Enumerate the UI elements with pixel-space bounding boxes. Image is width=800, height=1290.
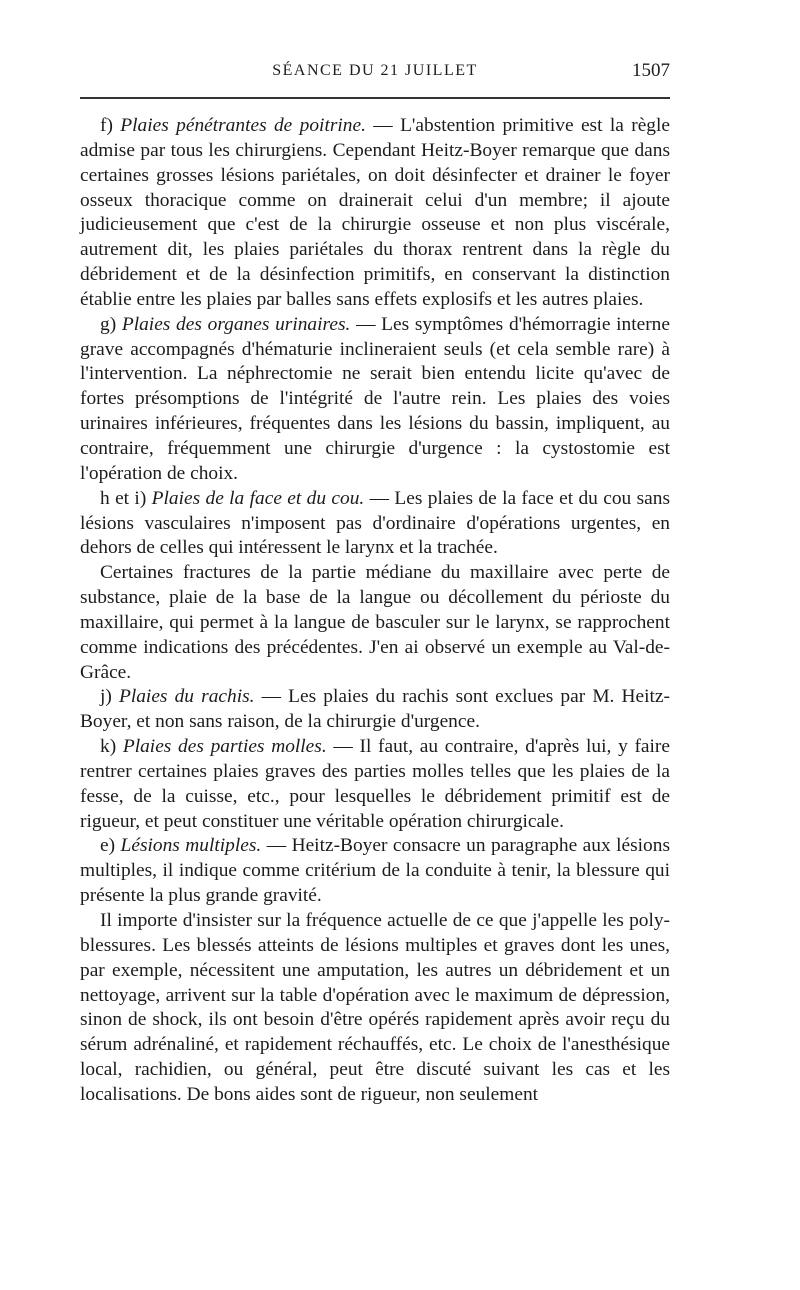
section-heading: Plaies pénétrantes de poitrine. — [120, 115, 366, 136]
paragraph — [80, 487, 670, 562]
section-heading: Plaies des organes urinaires. — [121, 313, 351, 335]
paragraph — [80, 313, 670, 487]
paragraph-lead: k) — [100, 736, 123, 758]
section-heading: Plaies des parties molles. — [122, 736, 327, 758]
paragraph-lead: f) — [100, 115, 121, 136]
paragraph-text: — Il faut, au contraire, d'après lui, y faire rentrer certaines plaies graves des parties molles telles que les plaies de la fesse, de la cuisse, etc., pour lesquelles le débridement primitif est de rigueur, et peut constituer une véritable opération chirurgicale. — [80, 736, 670, 832]
section-heading: Plaies de la face et du cou. — [151, 487, 365, 509]
paragraph — [80, 834, 670, 909]
paragraph-lead: j) — [100, 686, 119, 708]
page-header — [80, 62, 670, 86]
paragraph-text: — Les symptômes d'hémorragie interne grave accompagnés d'hématurie inclineraient seuls (et cela semble rare) à l'intervention. La néphrectomie ne serait bien entendu licite qu'avec de fortes présomptions de l'intégrité de l'autre rein. Les plaies des voies urinaires inférieures, fréquentes dans les lésions du bassin, impliquent, au contraire, fréquemment une chirurgie d'urgence : la cystostomie est l'opération de choix. — [80, 313, 670, 484]
body-text — [80, 114, 670, 1108]
header-rule — [80, 97, 670, 99]
paragraph-text: — Les plaies de la face et du cou sans lésions vasculaires n'imposent pas d'ordinaire d'opérations urgentes, en dehors de celles qui intéressent le larynx et la trachée. — [80, 487, 670, 559]
section-heading: Plaies du rachis. — [119, 686, 255, 708]
paragraph-text: — Heitz-Boyer consacre un paragraphe aux lésions multiples, il indique comme critérium de la conduite à tenir, la blessure qui présente la plus grande gravité. — [80, 835, 670, 907]
paragraph — [80, 685, 670, 735]
paragraph — [80, 561, 670, 685]
paragraph-text: Certaines fractures de la partie médiane du maxillaire avec perte de substance, plaie de la base de la langue ou décollement du périoste du maxillaire, qui permet à la langue de basculer sur le larynx, se rapprochent comme indications des précédentes. J'en ai observé un exemple au Val-de-Grâce. — [80, 562, 670, 683]
paragraph — [80, 114, 670, 313]
paragraph-lead: e) — [100, 835, 121, 857]
paragraph-text: — Les plaies du rachis sont exclues par M. Heitz-Boyer, et non sans raison, de la chirurgie d'urgence. — [80, 686, 670, 733]
paragraph-lead: h et i) — [100, 487, 152, 509]
paragraph-lead: g) — [100, 313, 122, 335]
paragraph — [80, 909, 670, 1108]
running-head: SÉANCE DU 21 JUILLET — [272, 62, 478, 79]
section-heading: Lésions multiples. — [120, 835, 262, 857]
page-number: 1507 — [632, 60, 670, 81]
paragraph-text: — L'abstention primitive est la règle admise par tous les chirurgiens. Cependant Heitz-Boyer remarque que dans certaines grosses lésions pariétales, on doit désinfecter et drainer le foyer osseux thoracique comme on drainerait celui d'un membre; il ajoute judicieusement que c'est de la chirurgie osseuse et non plus viscérale, autrement dit, les plaies pariétales du thorax rentrent dans la règle du débridement et de la désinfection primitifs, en conservant la distinction établie entre les plaies par balles sans effets explosifs et les autres plaies. — [80, 115, 670, 310]
paragraph — [80, 735, 670, 834]
paragraph-text: Il importe d'insister sur la fréquence actuelle de ce que j'appelle les poly-blessures. Les blessés atteints de lésions multiples et graves dont les unes, par exemple, nécessitent une amputation, les autres un débridement et un nettoyage, arrivent sur la table d'opération avec le maximum de dépression, sinon de shock, ils ont besoin d'être opérés rapidement après avoir reçu du sérum adrénaliné, et rapidement réchauffés, etc. Le choix de l'anesthésique local, rachidien, ou général, peut être discuté suivant les cas et les localisations. De bons aides sont de rigueur, non seulement — [80, 910, 670, 1105]
